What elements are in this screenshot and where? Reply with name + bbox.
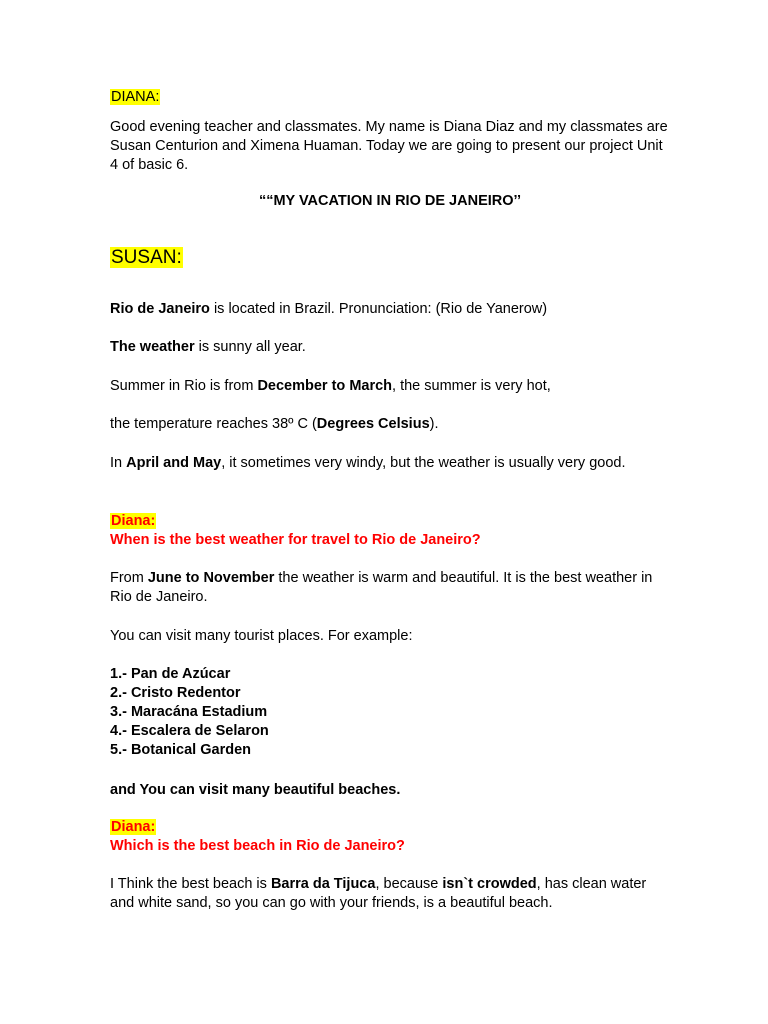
temperature-pre: the temperature reaches 38º C ( [110,416,317,432]
speaker-susan-label: SUSAN: [111,247,182,268]
places-list [110,665,670,760]
tourist-intro-line: You can visit many tourist places. For example: [110,628,413,644]
speaker-diana-q2-label: Diana: [111,819,156,835]
rio-location-bold: Rio de Janeiro [110,301,210,317]
speaker-diana-q1-label: Diana: [111,513,156,529]
rio-location-line [110,300,670,319]
april-post: , it sometimes very windy, but the weather is usually very good. [221,455,626,471]
summer-post: , the summer is very hot, [392,378,551,394]
april-bold: April and May [126,455,222,471]
weather-text: is sunny all year. [194,339,306,355]
best-beach-mid: , because [375,876,443,892]
summer-line [110,377,670,396]
best-beach-bold-crowded: isn`t crowded [442,876,537,892]
weather-line [110,338,670,357]
speaker-diana-label-row [110,88,670,107]
best-beach-paragraph [110,875,670,913]
june-bold: June to November [147,570,275,586]
summer-bold: December to March [257,378,393,394]
june-paragraph [110,569,670,607]
speaker-susan-label-row [110,246,670,270]
june-post: the weather is warm and beautiful. It is the best weather in Rio de Janeiro. [110,570,653,605]
best-beach-bold-name: Barra da Tijuca [270,876,376,892]
speaker-diana-q2-row [110,818,670,837]
summer-pre: Summer in Rio is from [110,378,258,394]
temperature-bold: Degrees Celsius [316,416,430,432]
list-item: 5.- Botanical Garden [110,742,252,758]
april-pre: In [110,455,127,471]
best-beach-pre: I Think the best beach is [110,876,271,892]
beaches-line: and You can visit many beautiful beaches. [110,782,401,798]
speaker-diana-q1-row [110,512,670,531]
rio-location-text: is located in Brazil. Pronunciation: (Rio de Yanerow) [209,301,548,317]
list-item: 4.- Escalera de Selaron [110,723,269,739]
list-item: 2.- Cristo Redentor [110,685,241,701]
presentation-title: ““MY VACATION IN RIO DE JANEIRO’’ [258,193,522,209]
list-item: 3.- Maracána Estadium [110,704,268,720]
best-beach-post: , has clean water and white sand, so you can go with your friends, is a beautiful beach. [110,876,647,911]
question-best-beach: Which is the best beach in Rio de Janeiro? [110,838,405,854]
june-pre: From [110,570,148,586]
april-paragraph [110,454,670,473]
speaker-diana-label: DIANA: [111,89,160,105]
question-best-weather: When is the best weather for travel to Rio de Janeiro? [110,532,481,548]
temperature-post: ). [429,416,439,432]
weather-bold: The weather [110,339,195,355]
temperature-line [110,415,670,434]
list-item: 1.- Pan de Azúcar [110,666,231,682]
intro-paragraph: Good evening teacher and classmates. My name is Diana Diaz and my classmates are Susan Centurion and Ximena Huaman. Today we are going to present our project Unit 4 of basic 6. [110,119,668,173]
